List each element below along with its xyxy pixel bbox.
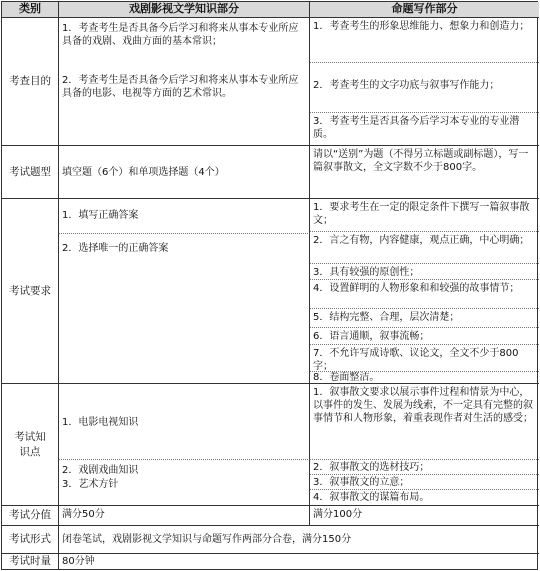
goal-writing-item: 1．考查考生的形象思维能力、想象力和创造力； xyxy=(310,18,539,63)
goal-knowledge-cell xyxy=(59,18,310,146)
req-writing-item: 8．卷面整洁。 xyxy=(310,372,539,384)
score-knowledge-cell: 满分50分 xyxy=(59,506,310,526)
req-writing-item: 5．结构完整、合理，层次清楚； xyxy=(310,309,539,328)
points-writing-item: 1．叙事散文要求以展示事件过程和情景为中心，以事件的发生、发展为线索，不一定具有完整的叙事情节和人物形象，着重表现作者对生活的感受； xyxy=(310,384,539,460)
form-cell: 闭卷笔试，戏剧影视文学知识与命题写作两部分合卷，满分150分 xyxy=(59,526,539,554)
req-writing-item: 1．要求考生在一定的限定条件下撰写一篇叙事散文； xyxy=(310,199,539,232)
time-cell: 80分钟 xyxy=(62,556,95,567)
row-label-goal: 考查目的 xyxy=(2,18,59,146)
row-label-requirements: 考试要求 xyxy=(2,199,59,384)
req-writing-item: 2．言之有物，内容健康，观点正确，中心明确； xyxy=(310,232,539,264)
score-writing-cell: 满分100分 xyxy=(310,506,539,526)
points-writing-item: 4．叙事散文的谋篇布局。 xyxy=(310,490,539,506)
req-writing-item: 6．语言通顺，叙事流畅； xyxy=(310,328,539,345)
row-label-time: 考试时量 xyxy=(2,554,59,569)
goal-knowledge-item: 1．考查考生是否具备今后学习和将来从事本专业所应具备的戏剧、戏曲方面的基本常识； xyxy=(62,23,299,47)
req-writing-item: 7．不允许写成诗歌、议论文，全文不少于800字； xyxy=(310,345,539,372)
header-category: 类别 xyxy=(2,2,59,18)
header-film-drama-knowledge: 戏剧影视文学知识部分 xyxy=(59,2,310,18)
goal-knowledge-item: 2．考查考生是否具备今后学习和将来从事本专业所应具备的电影、电视等方面的艺术常识。 xyxy=(62,75,299,99)
points-knowledge-item: 1．电影电视知识 xyxy=(59,384,310,460)
goal-writing-item: 3．考查考生是否具备今后学习本专业的专业潜质。 xyxy=(310,113,539,146)
type-writing-cell: 请以“送别”为题（不得另立标题或副标题），写一篇叙事散文，全文字数不少于800字。 xyxy=(310,146,539,199)
req-writing-item: 3．具有较强的原创性； xyxy=(310,264,539,280)
row-label-form: 考试形式 xyxy=(2,526,59,554)
req-knowledge-item: 1．填写正确答案 xyxy=(59,199,310,234)
points-knowledge-cell xyxy=(59,460,310,506)
req-knowledge-item: 2．选择唯一的正确答案 xyxy=(59,234,310,384)
points-writing-item: 2．叙事散文的选材技巧； xyxy=(310,460,539,475)
req-writing-item: 4．设置鲜明的人物形象和和较强的故事情节； xyxy=(310,280,539,309)
points-knowledge-item: 3．艺术方针 xyxy=(62,479,119,490)
points-knowledge-item: 2．戏剧戏曲知识 xyxy=(62,465,139,476)
type-knowledge-cell: 填空题（6个）和单项选择题（4个） xyxy=(59,146,310,199)
exam-syllabus-table xyxy=(1,1,538,570)
goal-writing-item: 2．考查考生的文字功底与叙事写作能力； xyxy=(310,63,539,113)
row-label-type: 考试题型 xyxy=(2,146,59,199)
row-label-knowledge-points: 考试知识点 xyxy=(2,384,59,506)
points-writing-item: 3．叙事散文的立意； xyxy=(310,475,539,490)
row-label-score: 考试分值 xyxy=(2,506,59,526)
header-proposition-writing: 命题写作部分 xyxy=(310,2,539,18)
